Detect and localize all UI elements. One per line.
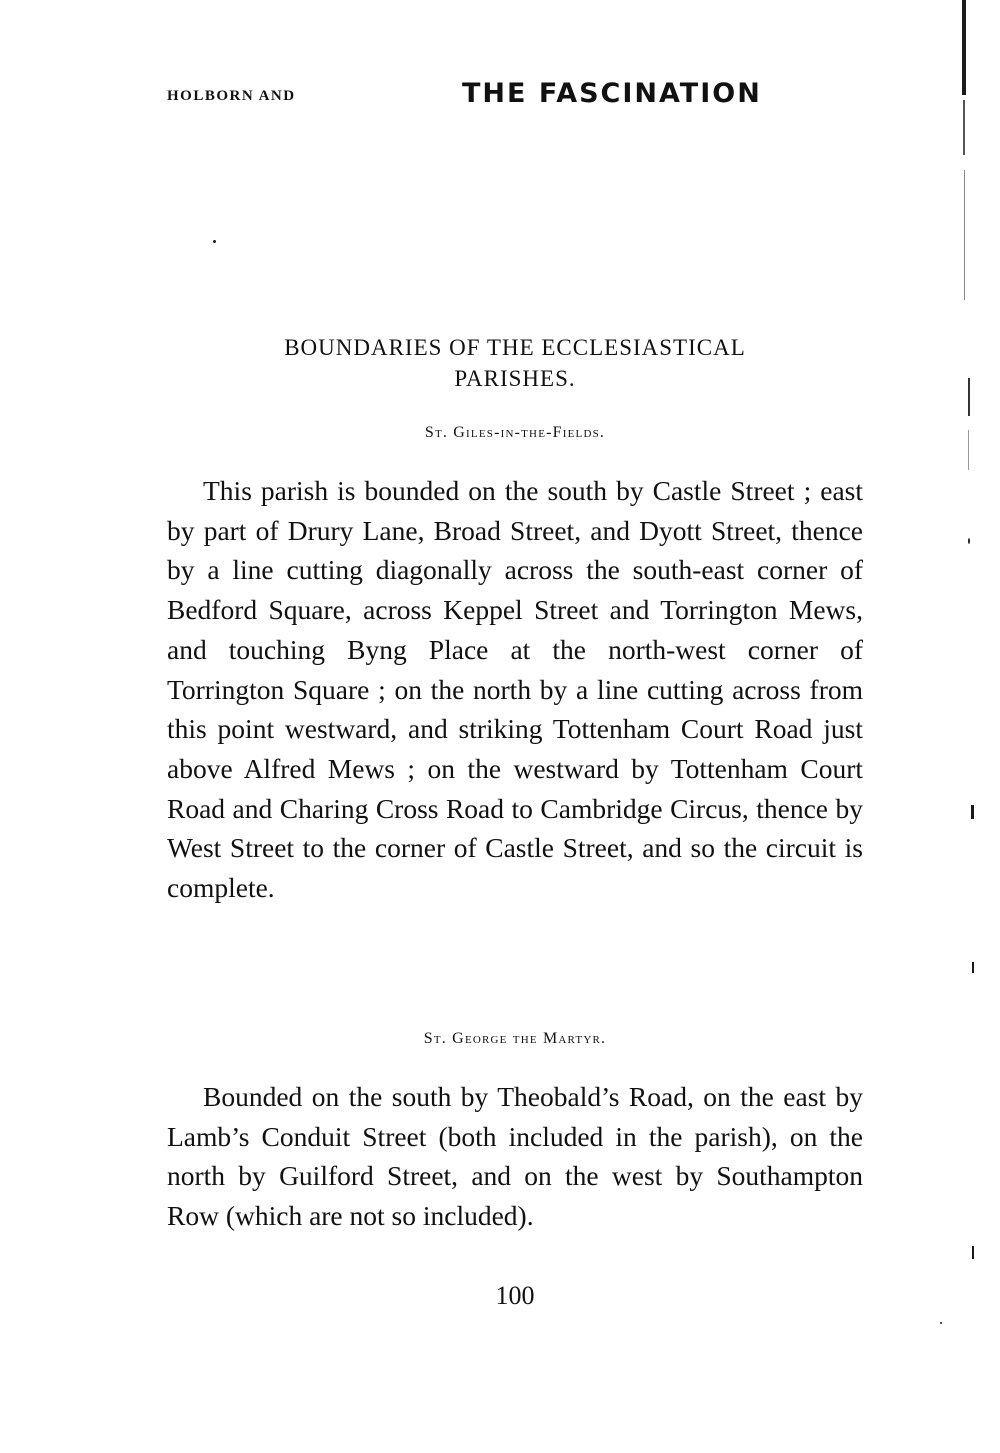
scan-speck — [968, 538, 970, 544]
parish-description-st-george: Bounded on the south by Theobald’s Road, on the east by Lamb’s Conduit Street (both included in the parish), on the north by Guilford Street, and on the west by Southampton Row (which are not so included). — [167, 1081, 863, 1232]
running-head-left: HOLBORN AND — [167, 88, 296, 104]
scan-edge-mark — [963, 100, 965, 155]
scan-edge-mark — [972, 1246, 974, 1259]
parish-heading-st-giles: St. Giles-in-the-Fields. — [424, 424, 606, 441]
section-title — [167, 332, 863, 394]
scan-speck — [213, 240, 216, 243]
scan-edge-mark — [964, 170, 965, 300]
page-number: 100 — [495, 1281, 535, 1310]
running-head-right: THE FASCINATION — [462, 78, 762, 109]
parish-heading-st-george: St. George the Martyr. — [423, 1030, 607, 1047]
scan-speck — [940, 1322, 942, 1324]
scan-edge-mark — [972, 962, 974, 973]
scan-edge-mark — [962, 0, 966, 95]
scan-edge-mark — [968, 430, 969, 470]
section-title-line-1: BOUNDARIES OF THE ECCLESIASTICAL — [284, 335, 746, 360]
scan-edge-mark — [971, 805, 974, 819]
section-title-line-2: PARISHES. — [454, 366, 576, 391]
scan-edge-mark — [968, 378, 970, 416]
parish-description-st-giles: This parish is bounded on the south by Castle Street ; east by part of Drury Lane, Broad Street, and Dyott Street, thence by a line cutting diagonally across the south-east corner of Bedford Square, across Keppel Street and Torrington Mews, and touching Byng Place at the north-west corner of Torrington Square ; on the north by a line cutting across from this point westward, and striking Tottenham Court Road just above Alfred Mews ; on the westward by Tottenham Court Road and Charing Cross Road to Cambridge Circus, thence by West Street to the corner of Castle Street, and so the circuit is complete. — [167, 475, 863, 904]
